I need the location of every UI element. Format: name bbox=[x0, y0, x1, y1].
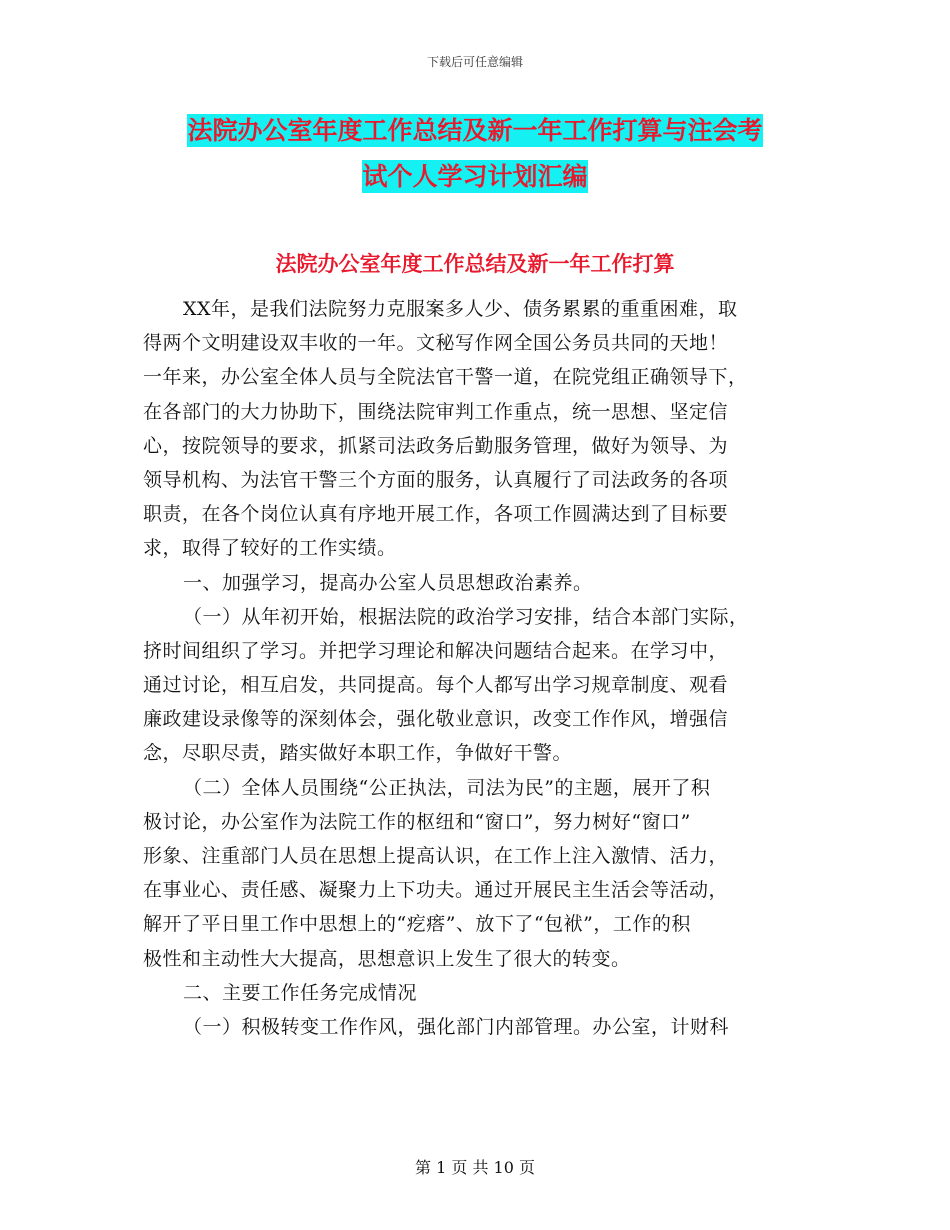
paragraph-line: 解开了平日里工作中思想上的“疙瘩”、放下了“包袱”，工作的积 bbox=[143, 913, 691, 936]
paragraph-line: 心，按院领导的要求，抓紧司法政务后勤服务管理，做好为领导、为 bbox=[143, 434, 729, 457]
paragraph-line: 通过讨论，相互启发，共同提高。每个人都写出学习规章制度、观看 bbox=[143, 674, 729, 697]
paragraph-line: 二、主要工作任务完成情况 bbox=[183, 981, 418, 1004]
paragraph-line: （一）从年初开始，根据法院的政治学习安排，结合本部门实际， bbox=[183, 605, 749, 628]
paragraph-line: 挤时间组织了学习。并把学习理论和解决问题结合起来。在学习中， bbox=[143, 639, 729, 662]
body-text bbox=[143, 292, 803, 1044]
document-title bbox=[100, 108, 850, 200]
paragraph-line: XX年，是我们法院努力克服案多人少、债务累累的重重困难，取 bbox=[183, 298, 738, 320]
paragraph-line: 职责，在各个岗位认真有序地开展工作，各项工作圆满达到了目标要 bbox=[143, 503, 729, 526]
paragraph-line: 一、加强学习，提高办公室人员思想政治素养。 bbox=[183, 571, 593, 594]
paragraph-line: 在各部门的大力协助下，围绕法院审判工作重点，统一思想、坚定信 bbox=[143, 400, 729, 423]
paragraph-line: 极性和主动性大大提高，思想意识上发生了很大的转变。 bbox=[143, 947, 631, 970]
paragraph-line: （一）积极转变工作作风，强化部门内部管理。办公室，计财科 bbox=[183, 1015, 730, 1038]
document-title-line-1: 法院办公室年度工作总结及新一年工作打算与注会考 bbox=[187, 116, 763, 145]
paragraph-line: 念，尽职尽责，踏实做好本职工作，争做好干警。 bbox=[143, 742, 573, 765]
paragraph-line: 形象、注重部门人员在思想上提高认识，在工作上注入激情、活力， bbox=[143, 845, 729, 867]
paragraph-line: 领导机构、为法官干警三个方面的服务，认真履行了司法政务的各项 bbox=[143, 468, 729, 491]
section-title: 法院办公室年度工作总结及新一年工作打算 bbox=[275, 252, 675, 276]
header-note: 下载后可任意编辑 bbox=[426, 55, 523, 69]
paragraph-line: 极讨论，办公室作为法院工作的枢纽和“窗口”，努力树好“窗口” bbox=[143, 810, 691, 833]
paragraph-line: （二）全体人员围绕“公正执法，司法为民”的主题，展开了积 bbox=[183, 776, 711, 799]
paragraph-line: 一年来，办公室全体人员与全院法官干警一道，在院党组正确领导下， bbox=[143, 366, 748, 389]
document-title-line-2: 试个人学习计划汇编 bbox=[362, 162, 588, 191]
page-footer: 第 1 页 共 10 页 bbox=[415, 1158, 535, 1177]
paragraph-line: 得两个文明建设双丰收的一年。文秘写作网全国公务员共同的天地！ bbox=[143, 332, 729, 355]
paragraph-line: 求，取得了较好的工作实绩。 bbox=[143, 537, 397, 560]
paragraph-line: 在事业心、责任感、凝聚力上下功夫。通过开展民主生活会等活动， bbox=[143, 879, 729, 902]
paragraph-line: 廉政建设录像等的深刻体会，强化敬业意识，改变工作作风，增强信 bbox=[143, 708, 729, 731]
